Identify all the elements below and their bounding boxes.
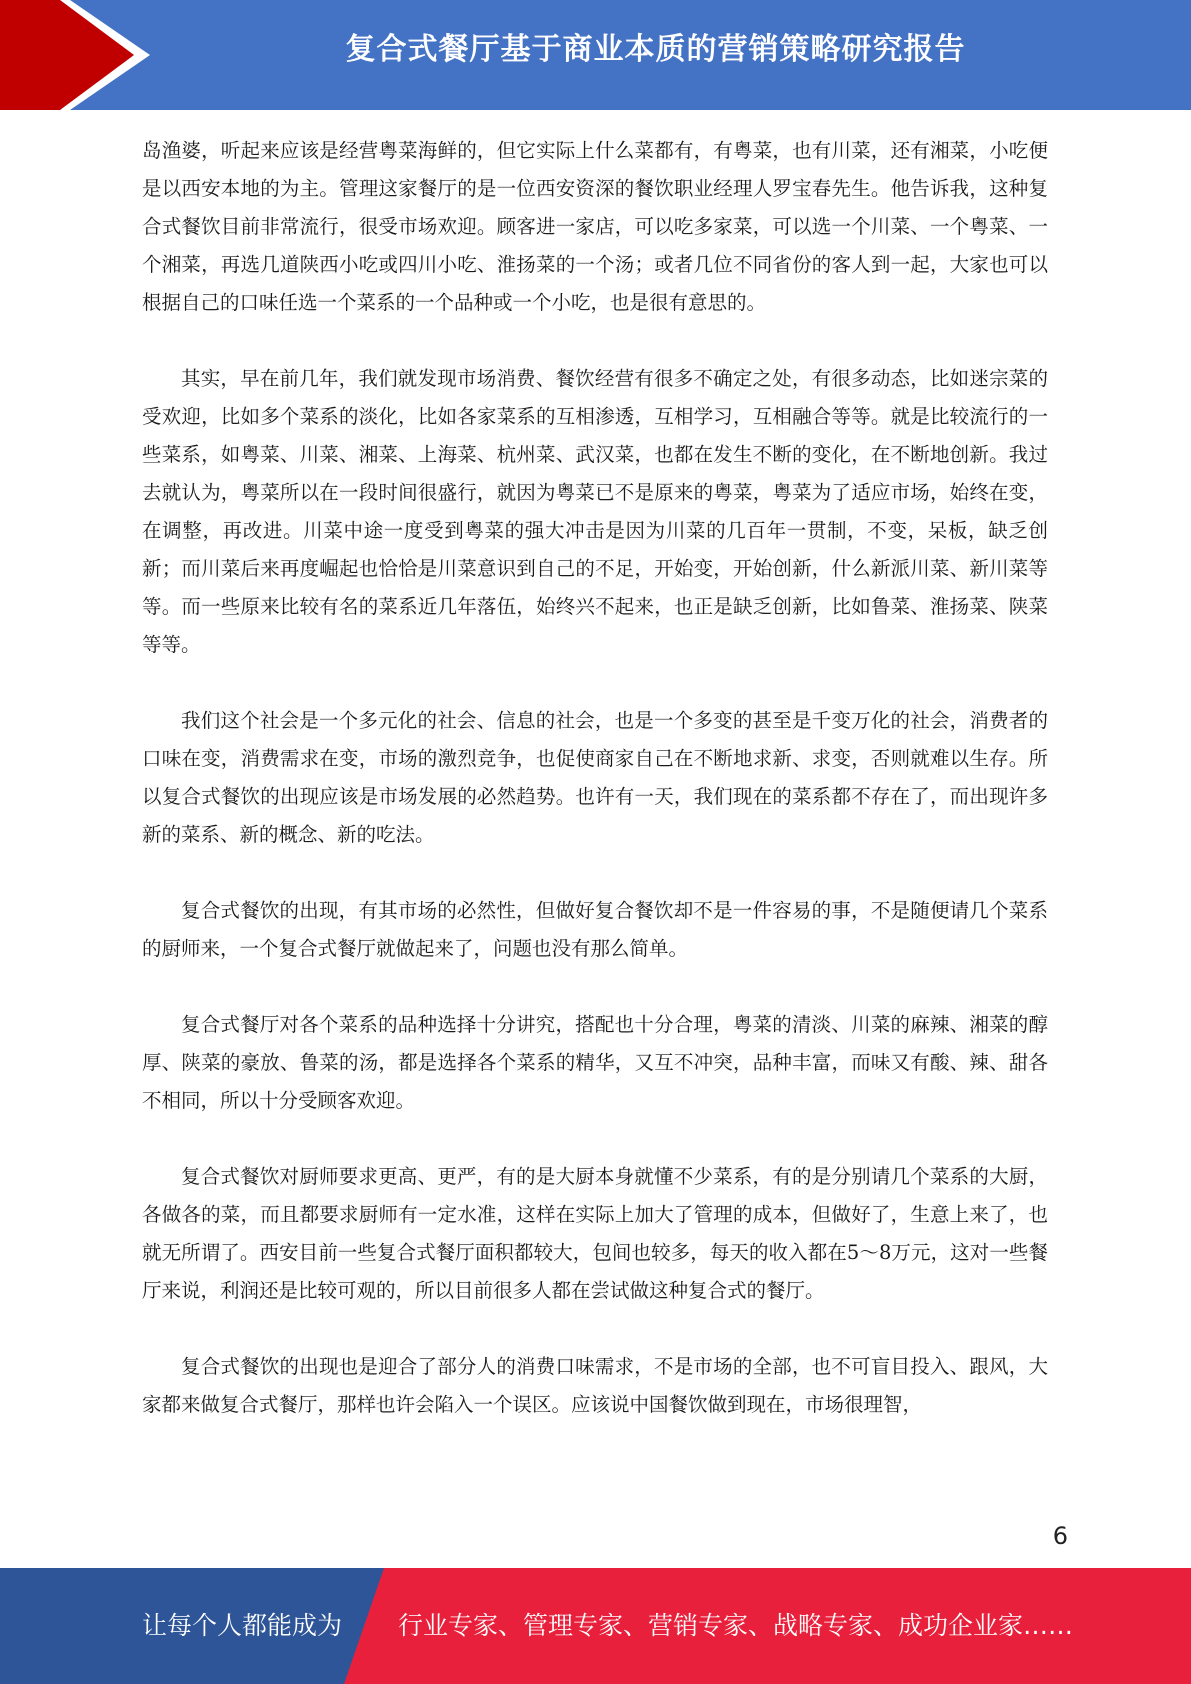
page-number: 6 <box>1052 1522 1068 1550</box>
page-header <box>0 0 1191 110</box>
paragraph-2: 其实，早在前几年，我们就发现市场消费、餐饮经营有很多不确定之处，有很多动态，比如迷宗菜的受欢迎，比如多个菜系的淡化，比如各家菜系的互相渗透，互相学习，互相融合等等。就是比较流行的一些菜系，如粤菜、川菜、湘菜、上海菜、杭州菜、武汉菜，也都在发生不断的变化，在不断地创新。我过去就认为，粤菜所以在一段时间很盛行，就因为粤菜已不是原来的粤菜，粤菜为了适应市场，始终在变，在调整，再改进。川菜中途一度受到粤菜的强大冲击是因为川菜的几百年一贯制，不变，呆板，缺乏创新；而川菜后来再度崛起也恰恰是川菜意识到自己的不足，开始变，开始创新，什么新派川菜、新川菜等等。而一些原来比较有名的菜系近几年落伍，始终兴不起来，也正是缺乏创新，比如鲁菜、淮扬菜、陕菜等等。 <box>142 367 1048 656</box>
paragraph-1: 岛渔婆，听起来应该是经营粤菜海鲜的，但它实际上什么菜都有，有粤菜，也有川菜，还有湘菜，小吃便是以西安本地的为主。管理这家餐厅的是一位西安资深的餐饮职业经理人罗宝春先生。他告诉我，这种复合式餐饮目前非常流行，很受市场欢迎。顾客进一家店，可以吃多家菜，可以选一个川菜、一个粤菜、一个湘菜，再选几道陕西小吃或四川小吃、淮扬菜的一个汤；或者几位不同省份的客人到一起，大家也可以根据自己的口味任选一个菜系的一个品种或一个小吃，也是很有意思的。 <box>142 139 1048 314</box>
paragraph-5: 复合式餐厅对各个菜系的品种选择十分讲究，搭配也十分合理，粤菜的清淡、川菜的麻辣、湘菜的醇厚、陕菜的豪放、鲁菜的汤，都是选择各个菜系的精华，又互不冲突，品种丰富，而味又有酸、辣、甜各不相同，所以十分受顾客欢迎。 <box>142 1013 1048 1112</box>
paragraph-4: 复合式餐饮的出现，有其市场的必然性，但做好复合餐饮却不是一件容易的事，不是随便请几个菜系的厨师来，一个复合式餐厅就做起来了，问题也没有那么简单。 <box>142 899 1048 960</box>
page-footer <box>0 1568 1191 1684</box>
paragraph-7: 复合式餐饮的出现也是迎合了部分人的消费口味需求，不是市场的全部，也不可盲目投入、跟风，大家都来做复合式餐厅，那样也许会陷入一个误区。应该说中国餐饮做到现在，市场很理智， <box>142 1355 1048 1416</box>
paragraph-3: 我们这个社会是一个多元化的社会、信息的社会，也是一个多变的甚至是千变万化的社会，消费者的口味在变，消费需求在变，市场的激烈竞争，也促使商家自己在不断地求新、求变，否则就难以生存。所以复合式餐饮的出现应该是市场发展的必然趋势。也许有一天，我们现在的菜系都不存在了，而出现许多新的菜系、新的概念、新的吃法。 <box>142 709 1048 846</box>
paragraph-6: 复合式餐饮对厨师要求更高、更严，有的是大厨本身就懂不少菜系，有的是分别请几个菜系的大厨，各做各的菜，而且都要求厨师有一定水准，这样在实际上加大了管理的成本，但做好了，生意上来了，也就无所谓了。西安目前一些复合式餐厅面积都较大，包间也较多，每天的收入都在5～8万元，这对一些餐厅来说，利润还是比较可观的，所以目前很多人都在尝试做这种复合式的餐厅。 <box>142 1165 1048 1302</box>
body-text <box>142 132 1048 1462</box>
red-arrow-icon <box>0 0 150 110</box>
footer-slogan-left: 让每个人都能成为 <box>142 1611 343 1640</box>
document-title: 复合式餐厅基于商业本质的营销策略研究报告 <box>345 32 966 67</box>
footer-slogan-right: 行业专家、管理专家、营销专家、战略专家、成功企业家…… <box>398 1611 1074 1640</box>
